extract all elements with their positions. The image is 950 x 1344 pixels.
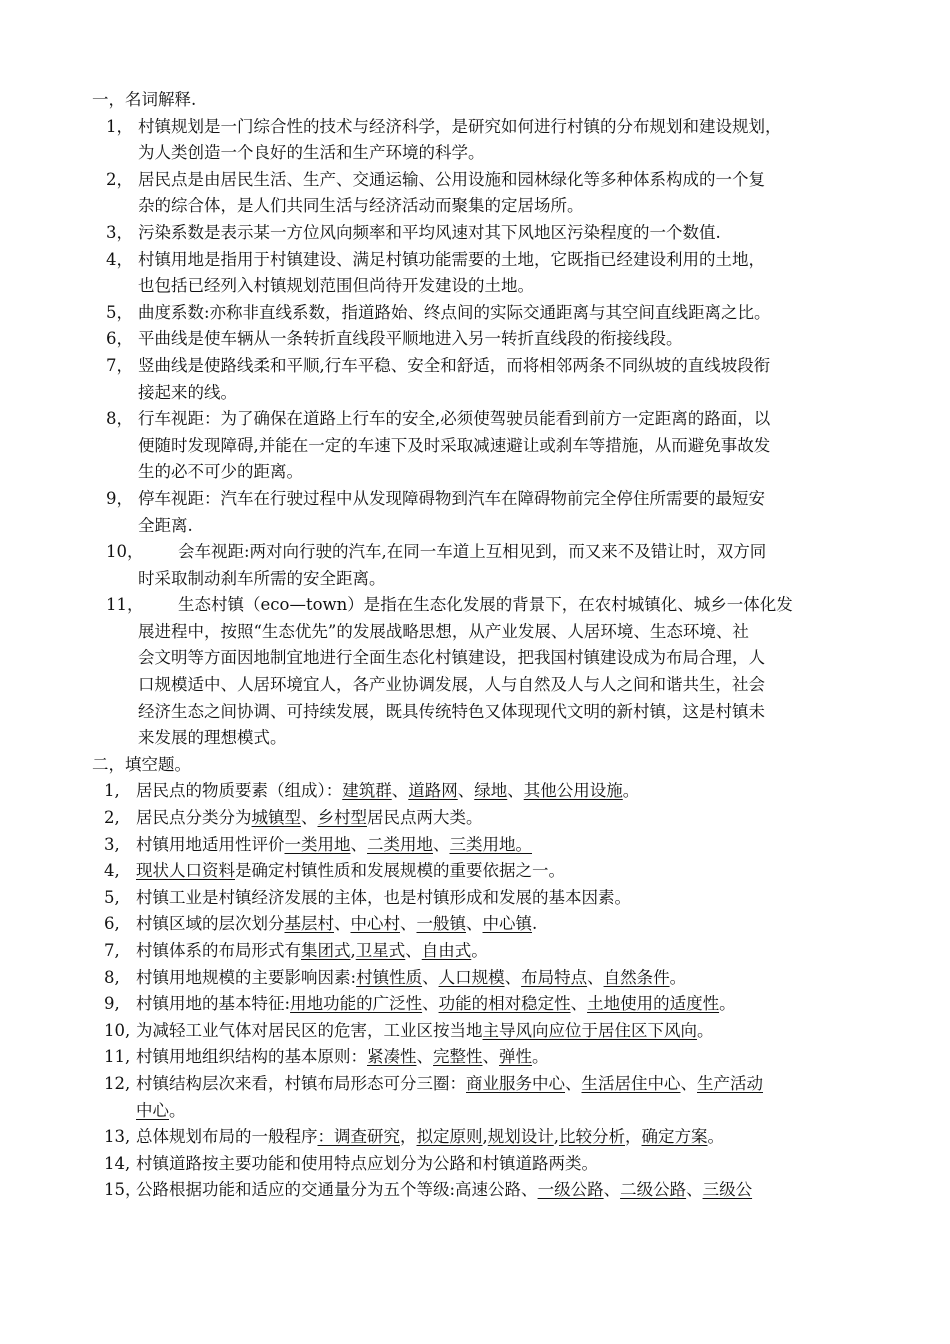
- question-text: 村镇用地组织结构的基本原则：: [136, 1047, 367, 1067]
- item-number: 4，: [106, 249, 133, 269]
- question-text: 、: [686, 1180, 703, 1200]
- fill-blank-item: [92, 911, 882, 938]
- item-number: 3,: [104, 834, 120, 854]
- definition-line: 展进程中，按照“生态优先”的发展战略思想，从产业发展、人居环境、生态环境、社: [138, 621, 749, 641]
- question-text: 、: [570, 994, 588, 1014]
- answer-blank: 用地功能的广泛性: [290, 994, 423, 1014]
- answer-blank: 基层村: [284, 914, 334, 934]
- answer-blank: 一般镇: [416, 914, 466, 934]
- item-number: 4,: [104, 861, 120, 881]
- question-text: 居民点两大类。: [367, 808, 483, 828]
- definition-line: 居民点是由居民生活、生产、交通运输、公用设施和园林绿化等多种体系构成的一个复: [138, 169, 765, 189]
- answer-blank: 村镇性质: [356, 967, 423, 987]
- definition-line: 全距离.: [138, 515, 193, 535]
- item-number: 2，: [106, 169, 133, 189]
- fill-blanks-list: [92, 778, 882, 1204]
- definition-line: 会车视距:两对向行驶的汽车,在同一车道上互相见到，而又来不及错让时，双方同: [178, 542, 767, 562]
- item-number: 12,: [104, 1073, 131, 1093]
- fill-blank-line: [136, 858, 882, 885]
- definition-line: 也包括已经列入村镇规划范围但尚待开发建设的土地。: [138, 276, 534, 296]
- question-text: 、: [457, 781, 475, 801]
- definition-line: 生态村镇（eco—town）是指在生态化发展的背景下，在农村城镇化、城乡一体化发: [178, 595, 793, 615]
- answer-blank: 卫星式: [355, 941, 406, 960]
- answer-blank: 弹性: [499, 1047, 532, 1067]
- question-text: 、: [416, 1047, 433, 1067]
- question-text: 。: [719, 994, 736, 1014]
- item-number: 2,: [104, 808, 120, 828]
- question-text: 、: [680, 1073, 697, 1093]
- item-number: 10,: [104, 1020, 131, 1040]
- fill-blank-line: [136, 1124, 882, 1151]
- answer-blank: 土地使用的适度性: [587, 994, 720, 1014]
- question-text: 、: [565, 1073, 582, 1093]
- answer-blank: 功能的相对稳定性: [438, 994, 571, 1014]
- question-text: 、: [482, 1047, 499, 1067]
- question-text: 、: [391, 781, 409, 801]
- answer-blank: 乡村型: [317, 808, 367, 828]
- answer-blank: 中心村: [350, 914, 400, 934]
- definition-line: 为人类创造一个良好的生活和生产环境的科学。: [138, 143, 485, 163]
- answer-blank: 二类用地: [367, 834, 433, 854]
- question-text: 。: [669, 967, 687, 987]
- item-number: 6，: [106, 329, 133, 349]
- question-text: 。: [697, 1020, 714, 1040]
- question-text: ,: [482, 1127, 488, 1147]
- fill-blank-line: [136, 778, 882, 805]
- definition-line: 会文明等方面因地制宜地进行全面生态化村镇建设，把我国村镇建设成为布局合理，人: [138, 648, 765, 668]
- question-text: 、: [400, 914, 417, 934]
- item-number: 1,: [104, 781, 120, 801]
- fill-blank-line: [136, 911, 882, 938]
- answer-blank: 商业服务中心: [466, 1073, 565, 1093]
- fill-blank-item: [92, 832, 882, 859]
- question-text: 、: [422, 994, 439, 1014]
- answer-blank: 三级公: [702, 1180, 753, 1200]
- question-text: 、: [507, 781, 524, 801]
- item-number: 13,: [104, 1127, 131, 1147]
- definition-item: [92, 406, 882, 486]
- answer-blank: 一类用地: [284, 834, 351, 854]
- question-text: 村镇工业是村镇经济发展的主体，也是村镇形成和发展的基本因素。: [136, 887, 631, 907]
- answer-blank: 生产活动: [697, 1073, 763, 1093]
- answer-blank: 生活居住中心: [581, 1073, 681, 1093]
- answer-blank: 完整性: [433, 1047, 483, 1067]
- answer-blank: ：调查研究: [317, 1127, 400, 1147]
- answer-blank: 确定方案: [641, 1127, 708, 1147]
- question-text: ,: [553, 1127, 559, 1147]
- item-number: 9，: [106, 488, 133, 508]
- fill-blank-item: [92, 938, 882, 965]
- question-text: 。: [532, 1047, 549, 1067]
- fill-blank-line: [136, 991, 882, 1018]
- fill-blank-item: [92, 805, 882, 832]
- definition-item: [92, 114, 882, 167]
- definition-line: 生的必不可少的距离。: [138, 462, 303, 482]
- definition-item: [92, 326, 882, 353]
- definition-item: [92, 353, 882, 406]
- item-number: 11,: [104, 1047, 131, 1067]
- section-title-definitions: 一，名词解释.: [92, 90, 197, 109]
- item-number: 5，: [106, 302, 133, 322]
- question-text: 、: [422, 967, 439, 987]
- fill-blank-line: [136, 1177, 882, 1204]
- question-text: 。: [169, 1100, 186, 1120]
- definition-item: [92, 220, 882, 247]
- definition-item: [92, 247, 882, 300]
- fill-blank-item: [92, 885, 882, 912]
- answer-blank: 集团式: [301, 941, 351, 960]
- item-number: 8，: [106, 409, 133, 429]
- question-text: 、: [334, 914, 351, 934]
- definition-line: 村镇用地是指用于村镇建设、满足村镇功能需要的土地，它既指已经建设利用的土地，: [138, 249, 765, 269]
- fill-blank-line: [136, 805, 882, 832]
- question-text: 为减轻工业气体对居民区的危害，工业区按当地: [136, 1020, 483, 1040]
- answer-blank: 现状人口资料: [136, 861, 235, 881]
- definition-item: [92, 486, 882, 539]
- question-text: 、: [504, 967, 522, 987]
- question-text: 。: [622, 781, 640, 801]
- answer-blank: 规划设计: [487, 1127, 554, 1147]
- fill-blank-line: [136, 1018, 882, 1045]
- question-text: 。: [707, 1127, 724, 1147]
- answer-blank: 城镇型: [251, 808, 301, 828]
- answer-blank: 自然条件: [603, 967, 670, 987]
- question-text: 村镇体系的布局形式有: [136, 941, 301, 960]
- definition-line: 污染系数是表示某一方位风向频率和平均风速对其下风地区污染程度的一个数值.: [138, 222, 721, 242]
- answer-blank: 自由式: [421, 941, 472, 960]
- question-text: 居民点分类分为: [136, 808, 252, 828]
- question-text: 。: [471, 941, 488, 960]
- definition-line: 便随时发现障碍,并能在一定的车速下及时采取减速避让或刹车等措施，从而避免事故发: [138, 435, 771, 455]
- definition-line: 口规模适中、人居环境宜人，各产业协调发展，人与自然及人与人之间和谐共生，社会: [138, 675, 765, 695]
- definition-item: [92, 592, 882, 752]
- question-text: 村镇结构层次来看，村镇布局形态可分三圈：: [136, 1073, 466, 1093]
- question-text: 、: [405, 941, 422, 960]
- definition-item: [92, 539, 882, 592]
- item-number: 8,: [104, 967, 120, 987]
- fill-blank-line: [136, 1044, 882, 1071]
- section-title-fill-blanks: 二，填空题。: [92, 754, 191, 774]
- answer-blank: 布局特点: [521, 967, 588, 987]
- answer-blank: 建筑群: [342, 781, 392, 801]
- definition-line: 时采取制动刹车所需的安全距离。: [138, 568, 386, 588]
- question-text: 村镇用地适用性评价: [136, 834, 285, 854]
- definition-item: [92, 167, 882, 220]
- question-text: 是确定村镇性质和发展规模的重要依据之一。: [235, 861, 565, 881]
- definition-line: 曲度系数:亦称非直线系数，指道路始、终点间的实际交通距离与其空间直线距离之比。: [138, 302, 771, 322]
- answer-blank: 绿地: [474, 781, 508, 801]
- question-text: 村镇用地规模的主要影响因素:: [136, 967, 357, 987]
- answer-blank: 道路网: [408, 781, 458, 801]
- answer-blank: 拟定原则: [416, 1127, 483, 1147]
- answer-blank: 人口规模: [438, 967, 505, 987]
- item-number: 9,: [104, 994, 120, 1014]
- fill-blank-line: [136, 965, 882, 992]
- definition-line: 来发展的理想模式。: [138, 728, 287, 748]
- fill-blank-line: [136, 832, 882, 859]
- answer-blank: 其他公用设施: [523, 781, 623, 801]
- item-number: 5,: [104, 887, 120, 907]
- item-number: 10，: [106, 542, 144, 562]
- item-number: 15，: [104, 1180, 142, 1200]
- definitions-list: [92, 114, 882, 752]
- item-number: 3，: [106, 222, 133, 242]
- question-text: 村镇用地的基本特征:: [136, 994, 291, 1014]
- fill-blank-item: [92, 1124, 882, 1151]
- question-text: 、: [603, 1180, 621, 1200]
- answer-blank: 紧凑性: [367, 1047, 417, 1067]
- question-text: .: [532, 914, 538, 934]
- question-text: 公路根据功能和适应的交通量分为五个等级:高速公路、: [136, 1180, 538, 1200]
- definition-line: 行车视距：为了确保在道路上行车的安全,必须使驾驶员能看到前方一定距离的路面，以: [138, 409, 771, 429]
- item-number: 1，: [106, 116, 133, 136]
- item-number: 11，: [106, 595, 144, 615]
- fill-blank-line: [136, 938, 882, 965]
- fill-blank-item: [92, 1177, 882, 1204]
- fill-blank-item: [92, 1151, 882, 1178]
- item-number: 7，: [106, 355, 133, 375]
- item-number: 6,: [104, 914, 120, 934]
- definition-line: 竖曲线是使路线柔和平顺,行车平稳、安全和舒适，而将相邻两条不同纵坡的直线坡段衔: [138, 355, 771, 375]
- question-text: 村镇区域的层次划分: [136, 914, 285, 934]
- answer-blank: 中心镇: [482, 914, 532, 934]
- item-number: 14,: [104, 1153, 131, 1173]
- definition-line: 经济生态之间协调、可持续发展，既具传统特色又体现现代文明的新村镇，这是村镇未: [138, 701, 765, 721]
- fill-blank-item: [92, 965, 882, 992]
- section-definitions: [92, 87, 882, 752]
- fill-blank-item: [92, 1071, 882, 1124]
- fill-blank-line: [136, 1071, 882, 1098]
- fill-blank-item: [92, 1044, 882, 1071]
- definition-line: 杂的综合体，是人们共同生活与经济活动而聚集的定居场所。: [138, 196, 584, 216]
- question-text: 、: [350, 834, 367, 854]
- question-text: ,: [350, 941, 356, 960]
- question-text: 总体规划布局的一般程序: [136, 1127, 318, 1147]
- fill-blank-line: [136, 1151, 882, 1178]
- question-text: ，: [625, 1127, 642, 1147]
- fill-blank-item: [92, 858, 882, 885]
- definition-line: 平曲线是使车辆从一条转折直线段平顺地进入另一转折直线段的衔接线段。: [138, 329, 683, 349]
- definition-line: 接起来的线。: [138, 382, 237, 402]
- definition-line: 村镇规划是一门综合性的技术与经济科学，是研究如何进行村镇的分布规划和建设规划，: [138, 116, 782, 136]
- answer-blank: 比较分析: [559, 1127, 625, 1147]
- answer-blank: 主导风向应位于居住区下风向: [482, 1020, 697, 1040]
- fill-blank-line: [136, 1098, 882, 1125]
- item-number: 7,: [104, 941, 120, 960]
- fill-blank-item: [92, 778, 882, 805]
- definition-line: 停车视距：汽车在行驶过程中从发现障碍物到汽车在障碍物前完全停住所需要的最短安: [138, 488, 765, 508]
- answer-blank: 二级公路: [620, 1180, 687, 1200]
- question-text: 、: [433, 834, 450, 854]
- fill-blank-item: [92, 1018, 882, 1045]
- question-text: 、: [587, 967, 604, 987]
- fill-blank-item: [92, 991, 882, 1018]
- question-text: ，: [400, 1127, 417, 1147]
- question-text: 村镇道路按主要功能和使用特点应划分为公路和村镇道路两类。: [136, 1153, 598, 1173]
- section-fill-blanks: [92, 752, 882, 1204]
- answer-blank: 中心: [136, 1100, 169, 1120]
- definition-item: [92, 300, 882, 327]
- answer-blank: 一级公路: [537, 1180, 604, 1200]
- answer-blank: 三类用地。: [449, 834, 532, 854]
- question-text: 、: [301, 808, 318, 828]
- document-content: [92, 87, 882, 1204]
- question-text: 、: [466, 914, 483, 934]
- question-text: 居民点的物质要素（组成）：: [136, 781, 343, 801]
- fill-blank-line: [136, 885, 882, 912]
